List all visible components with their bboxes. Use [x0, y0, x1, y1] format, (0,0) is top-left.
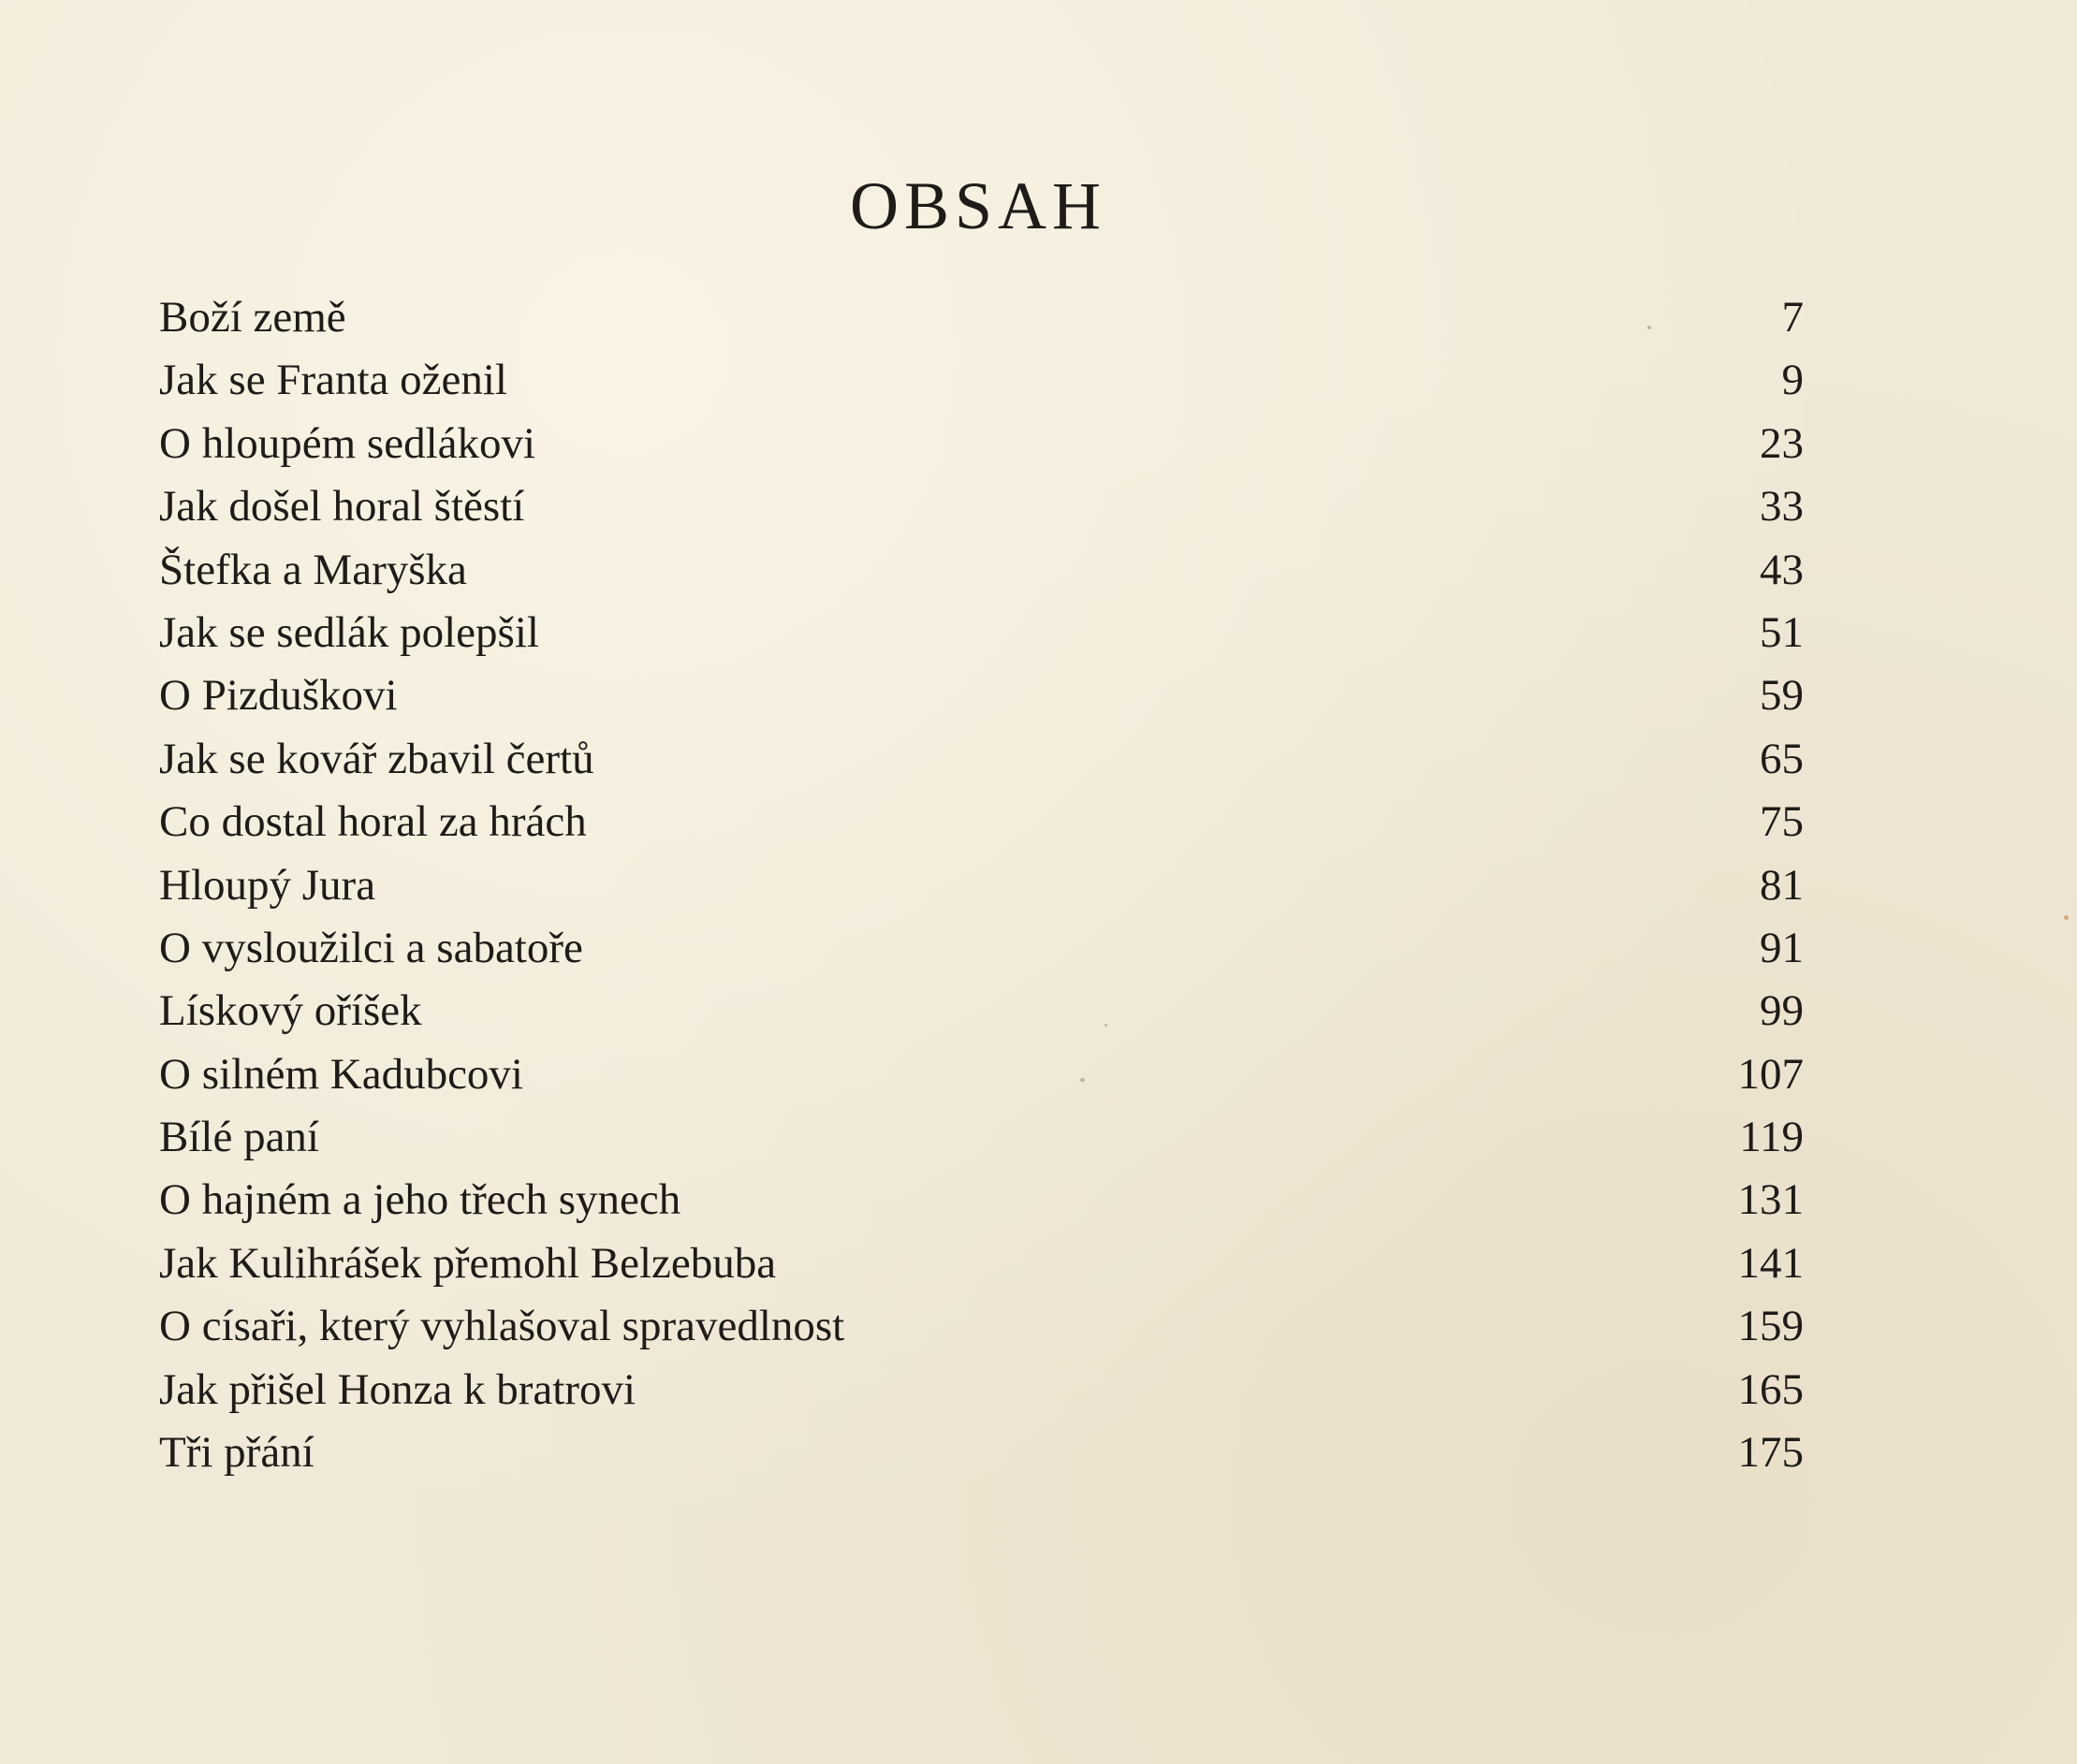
toc-entry — [159, 286, 1804, 349]
toc-entry — [159, 1295, 1804, 1358]
toc-entry-page: 75 — [1760, 797, 1804, 847]
toc-entry-title: Jak se kovář zbavil čertů — [159, 734, 594, 783]
toc-entry-title: O Pizduškovi — [159, 671, 398, 721]
toc-entry — [159, 1043, 1804, 1106]
toc-entry-title: Štefka a Maryška — [159, 545, 467, 594]
paper-speck — [2064, 915, 2069, 920]
toc-entry-title: O hloupém sedlákovi — [159, 418, 536, 468]
page-title: OBSAH — [849, 168, 1107, 243]
toc-entry-page: 159 — [1737, 1302, 1804, 1351]
toc-entry — [159, 791, 1804, 853]
toc-entry — [159, 728, 1804, 791]
paper-speck — [1080, 1078, 1085, 1082]
toc-entry-page: 65 — [1760, 734, 1804, 783]
toc-entry-title: Jak přišel Honza k bratrovi — [159, 1364, 636, 1414]
toc-entry — [159, 917, 1804, 980]
toc-entry — [159, 1106, 1804, 1169]
toc-entry-page: 81 — [1760, 860, 1804, 910]
toc-entry-title: Jak se sedlák polepšil — [159, 607, 539, 657]
toc-entry-title: Tři přání — [159, 1428, 314, 1478]
paper-speck — [1647, 326, 1651, 329]
toc-entry-title: Jak Kulihrášek přemohl Belzebuba — [159, 1238, 777, 1288]
toc-entry-title: Jak se Franta oženil — [159, 356, 507, 405]
toc-entry — [159, 1421, 1804, 1484]
toc-entry — [159, 1169, 1804, 1232]
toc-entry-title: Lískový oříšek — [159, 986, 422, 1036]
toc-entry — [159, 664, 1804, 727]
toc-entry — [159, 413, 1804, 475]
toc-entry-title: O silném Kadubcovi — [159, 1049, 523, 1099]
toc-entry — [159, 539, 1804, 602]
toc-entry — [159, 1359, 1804, 1421]
toc-entry-title: O císaři, který vyhlašoval spravedlnost — [159, 1302, 845, 1351]
toc-entry — [159, 475, 1804, 538]
toc-entry-page: 141 — [1737, 1238, 1804, 1288]
toc-entry-title: O hajném a jeho třech synech — [159, 1175, 681, 1225]
toc-entry-page: 9 — [1781, 356, 1804, 405]
toc-entry-page: 99 — [1760, 986, 1804, 1036]
table-of-contents — [159, 286, 1804, 1484]
toc-entry-page: 33 — [1760, 482, 1804, 532]
toc-entry-title: O vysloužilci a sabatoře — [159, 923, 583, 972]
toc-entry-page: 91 — [1760, 923, 1804, 972]
toc-entry-page: 51 — [1760, 607, 1804, 657]
toc-entry-title: Boží země — [159, 293, 346, 342]
toc-entry — [159, 854, 1804, 917]
toc-entry — [159, 1232, 1804, 1295]
toc-entry-page: 131 — [1737, 1175, 1804, 1225]
toc-entry-title: Co dostal horal za hrách — [159, 797, 587, 847]
toc-entry — [159, 980, 1804, 1042]
toc-entry-page: 43 — [1760, 545, 1804, 594]
toc-entry-title: Jak došel horal štěstí — [159, 482, 525, 532]
paper-speck — [1104, 1024, 1107, 1027]
toc-entry-title: Bílé paní — [159, 1113, 319, 1162]
toc-entry-title: Hloupý Jura — [159, 860, 376, 910]
toc-entry-page: 59 — [1760, 671, 1804, 721]
toc-entry-page: 7 — [1781, 293, 1804, 342]
toc-entry-page: 165 — [1737, 1364, 1804, 1414]
toc-entry-page: 107 — [1737, 1049, 1804, 1099]
toc-entry-page: 175 — [1737, 1428, 1804, 1478]
toc-entry — [159, 602, 1804, 664]
toc-entry-page: 119 — [1739, 1113, 1804, 1162]
toc-entry — [159, 349, 1804, 412]
toc-entry-page: 23 — [1760, 418, 1804, 468]
